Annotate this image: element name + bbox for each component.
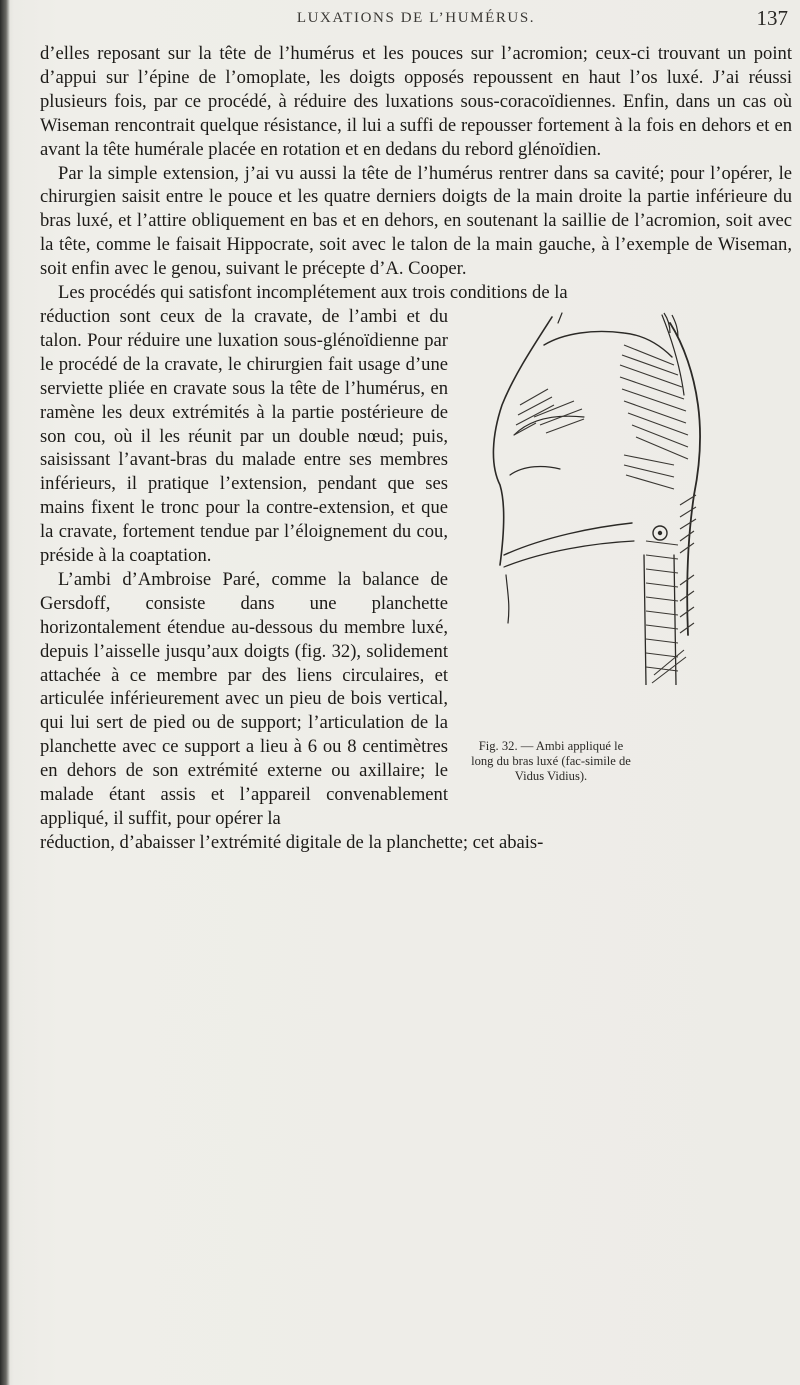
figure-32-illustration — [474, 305, 792, 685]
body-text — [40, 42, 792, 855]
page-number: 137 — [756, 6, 788, 30]
figure-caption: Fig. 32. — Ambi appliqué le long du bras luxé (fac-simile de Vidus Vidius). — [471, 738, 631, 783]
paragraph-1: d’elles reposant sur la tête de l’humérus et les pouces sur l’acromion; ceux-ci trouvant un point d’appui sur l’épine de l’omoplate, les doigts opposés repoussent en haut l’os luxé. J’ai réussi plusieurs fois, par ce procédé, à réduire des luxations sous-coracoïdiennes. Enfin, dans un cas où Wiseman rencontrait quelque résistance, il lui a suffi de repousser fortement à la fois en dehors et en avant la tête humérale placée en rotation et en dedans du rebord glénoïdien. — [40, 43, 792, 160]
paragraph-3-start: Les procédés qui satisfont incomplétement aux trois conditions de la — [58, 282, 568, 304]
wrapped-column — [40, 305, 448, 831]
paragraph-4-final-line: réduction, d’abaisser l’extrémité digitale de la planchette; cet abais- — [40, 831, 544, 853]
page-header — [40, 4, 792, 34]
paragraph-2: Par la simple extension, j’ai vu aussi la tête de l’humérus rentrer dans sa cavité; pour l’opérer, le chirurgien saisit entre le pouce et les quatre derniers doigts de la main droite la partie inférieure du bras luxé, et l’attire obliquement en bas et en dehors, en soutenant la saillie de l’acromion, soit avec la tête, comme le faisait Hippocrate, soit avec le talon de la main gauche, à l’exemple de Wiseman, soit enfin avec le genou, suivant le précepte d’A. Cooper. — [40, 162, 792, 280]
page-binding-shadow — [0, 0, 10, 1385]
running-title: LUXATIONS DE L’HUMÉRUS. — [296, 10, 536, 26]
figure-wrap-block — [40, 305, 792, 831]
engraving-arm-ambi — [474, 305, 792, 685]
paragraph-4: L’ambi d’Ambroise Paré, comme la balance de Gersdoff, consiste dans une planchette horizontalement étendue au-dessous du membre luxé, depuis l’aisselle jusqu’aux doigts (fig. 32), solidement attachée à ce membre par des liens circulaires, et articulée inférieurement avec un pieu de bois vertical, qui lui sert de pied ou de support; l’articulation de la planchette avec ce support a lieu à 6 ou 8 centimètres en dehors de son extrémité externe ou axillaire; le malade étant assis et l’appareil convenablement appliqué, il suffit, pour opérer la — [40, 568, 448, 829]
paragraph-3-continued: réduction sont ceux de la cravate, de l’ambi et du talon. Pour réduire une luxation sous-glénoïdienne par le procédé de la cravate, le chirurgien fait usage d’une serviette pliée en cravate sous la tête de l’humérus, en ramène les deux extrémités à la partie postérieure de son cou, où il les réunit par un double nœud; puis, saisissant l’avant-bras du malade entre ses membres inférieurs, il pratique l’extension, pendant que ses mains fixent le tronc pour la contre-extension, et que la cravate, fortement tendue par l’éloignement du cou, préside à la coaptation. — [40, 305, 448, 567]
